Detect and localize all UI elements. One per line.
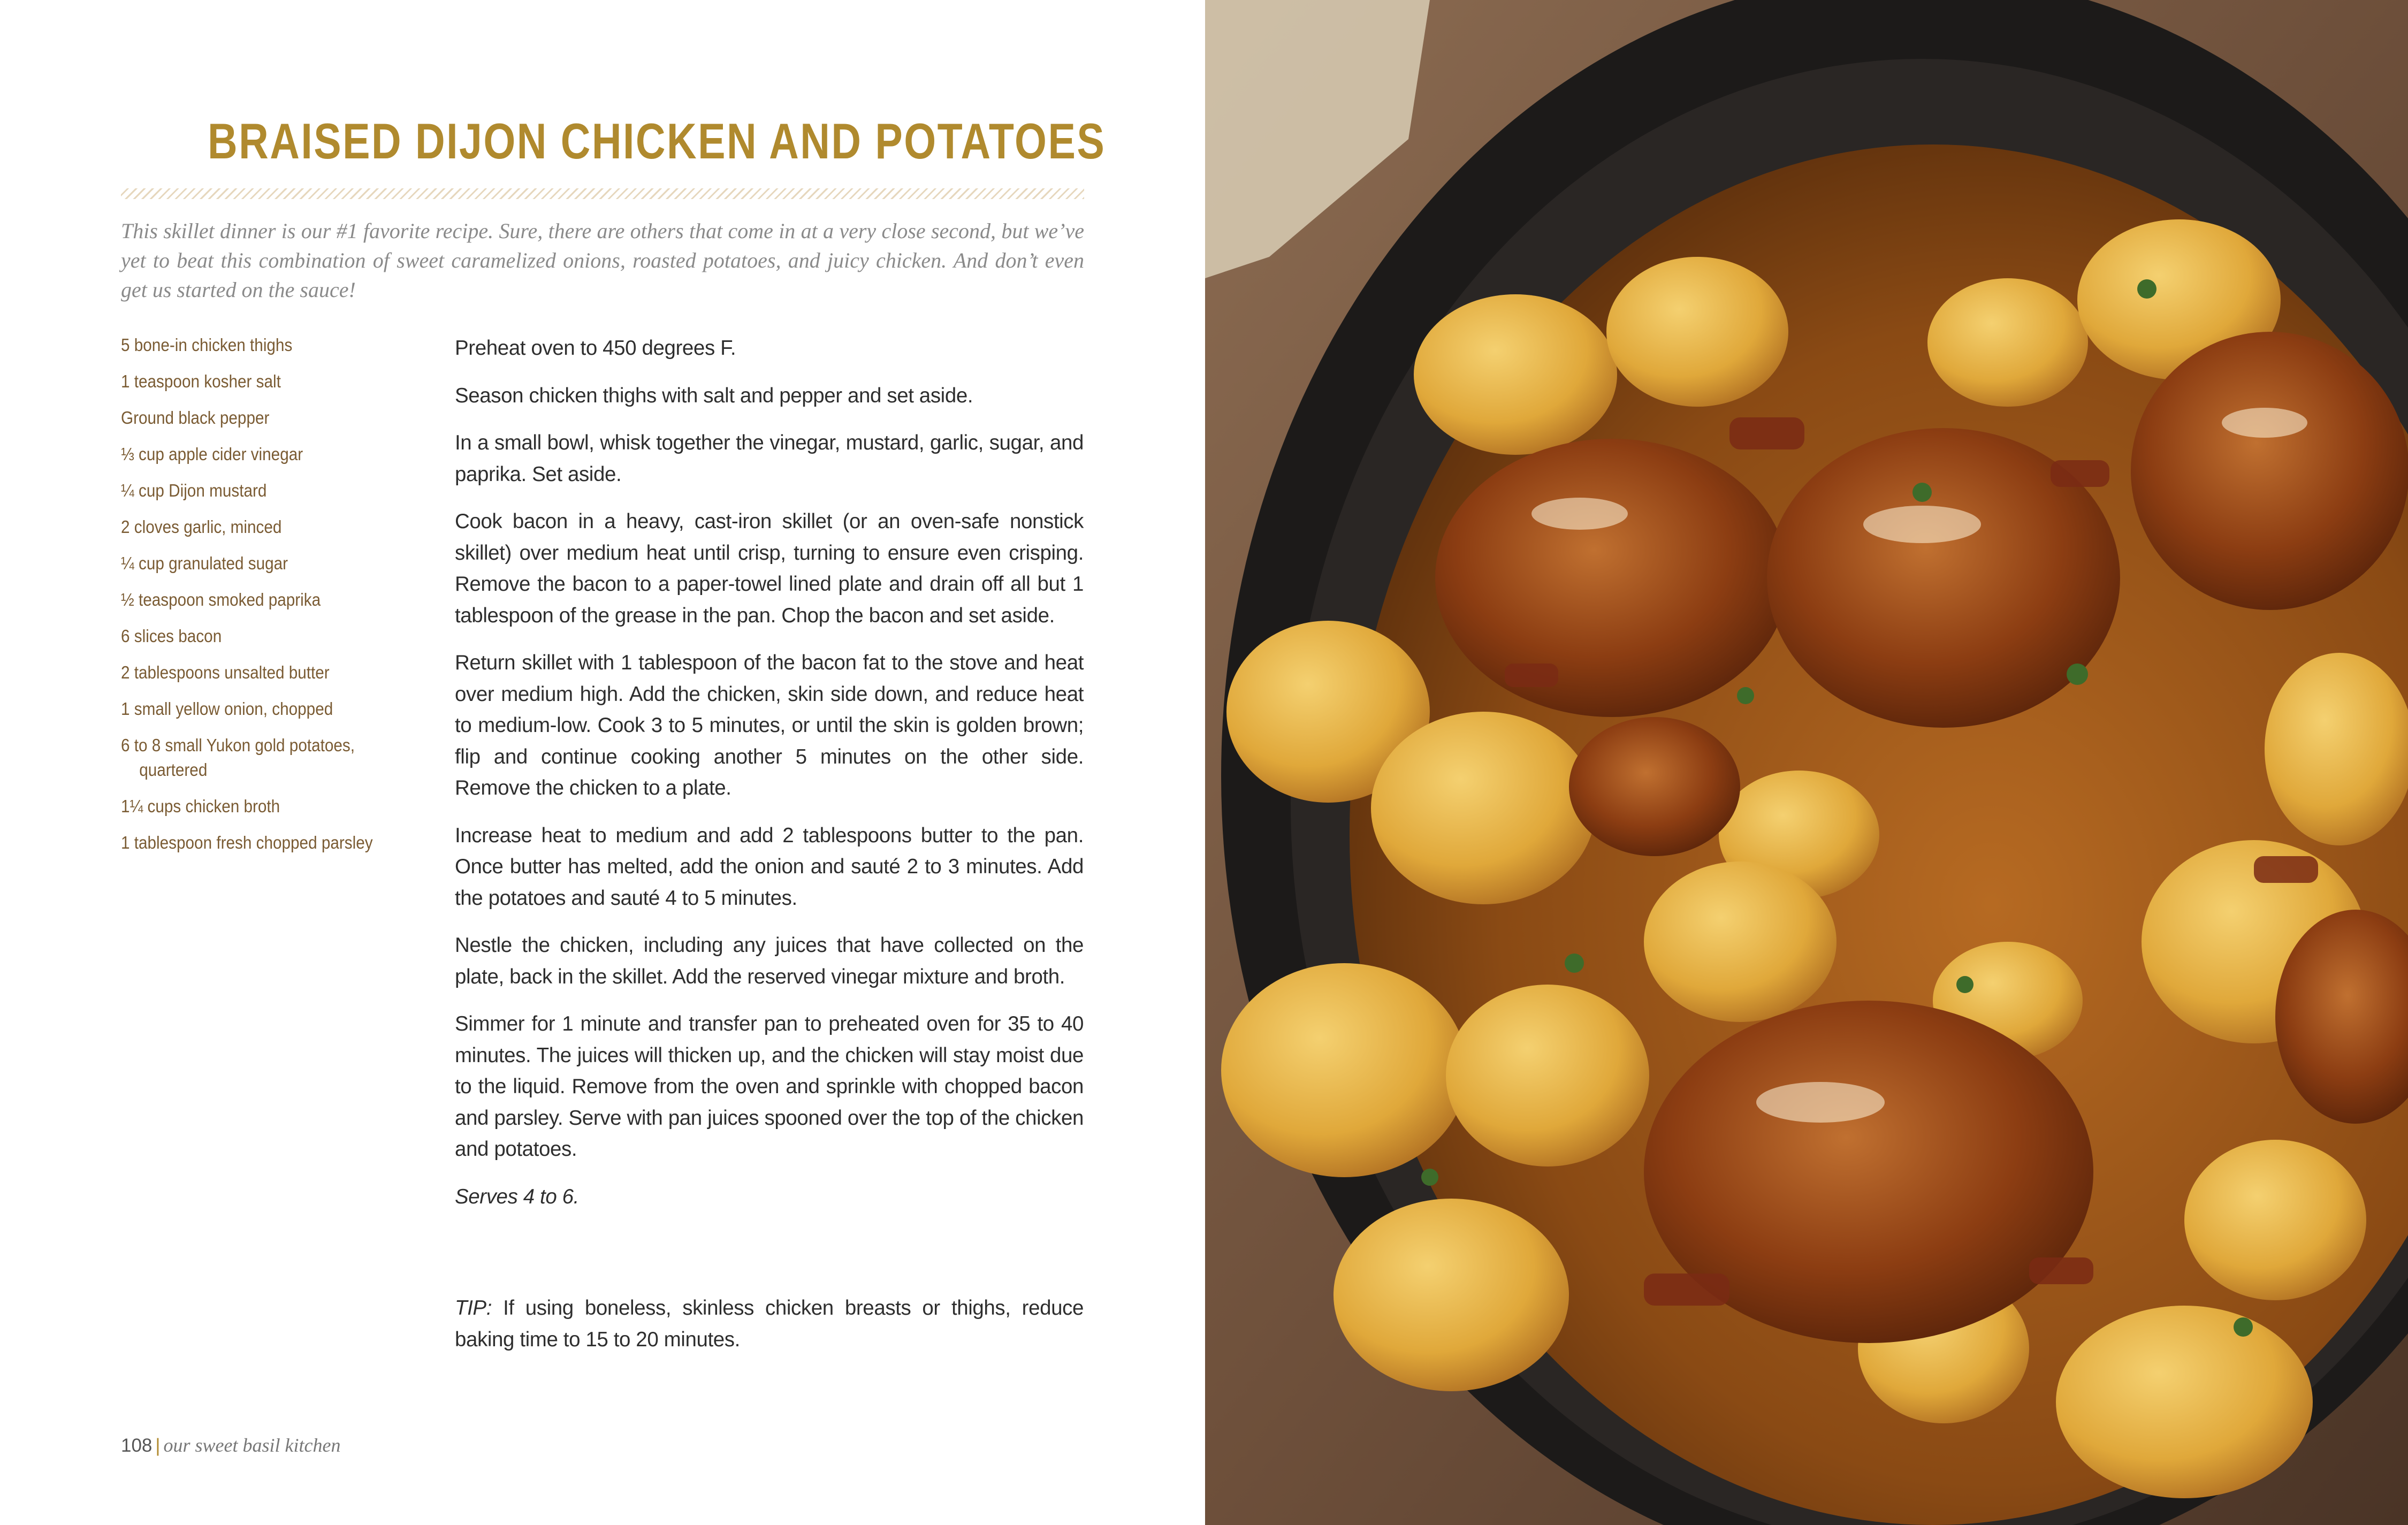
instruction-step: Cook bacon in a heavy, cast-iron skillet (or an oven-safe nonstick skillet) over medium heat until crisp, turning to ensure even crisping. Remove the bacon to a paper-towel lined plate and drain off all but 1 tablespoon of the grease in the pan. Chop the bacon and set aside.	[455, 510, 1084, 627]
ingredient-item	[121, 733, 420, 782]
instruction-step: Simmer for 1 minute and transfer pan to preheated oven for 35 to 40 minutes. The juices will thicken up, and the chicken will stay moist due to the liquid. Remove from the oven and sprinkle with chopped bacon and parsley. Serve with pan juices spooned over the top of the chicken and potatoes.	[455, 1012, 1084, 1161]
ingredient-item: 1 tablespoon fresh chopped parsley	[121, 833, 373, 852]
tip-note	[455, 1293, 1084, 1355]
title-divider	[121, 188, 1084, 199]
ingredient-item: Ground black pepper	[121, 408, 270, 428]
instruction-step: Season chicken thighs with salt and pepper and set aside.	[455, 384, 973, 407]
ingredient-list	[121, 333, 453, 867]
instruction-step: Return skillet with 1 tablespoon of the bacon fat to the stove and heat over medium high. Add the chicken, skin side down, and reduce heat to medium-low. Cook 3 to 5 minutes, or until the skin is golden brown; flip and continue cooking another 5 minutes on the other side. Remove the chicken to a plate.	[455, 651, 1084, 799]
instruction-step: Preheat oven to 450 degrees F.	[455, 337, 736, 360]
tip-text: If using boneless, skinless chicken breasts or thighs, reduce baking time to 15 to 20 minutes.	[455, 1297, 1084, 1351]
skillet-image	[1205, 0, 2408, 1525]
ingredient-item: 6 slices bacon	[121, 626, 222, 646]
ingredient-line-continued: quartered	[139, 760, 208, 780]
ingredient-item: ½ teaspoon smoked paprika	[121, 590, 321, 609]
instruction-step: Nestle the chicken, including any juices that have collected on the plate, back in the skillet. Add the reserved vinegar mixture and broth.	[455, 934, 1084, 988]
instruction-step: In a small bowl, whisk together the vinegar, mustard, garlic, sugar, and paprika. Set aside.	[455, 431, 1084, 486]
ingredient-item: ⅓ cup apple cider vinegar	[121, 444, 303, 464]
page-number: 108	[121, 1435, 153, 1456]
ingredient-item: ¼ cup Dijon mustard	[121, 481, 267, 500]
footer-separator: |	[155, 1435, 161, 1456]
recipe-title: BRAISED DIJON CHICKEN AND POTATOES	[208, 113, 1106, 169]
ingredient-item: 2 tablespoons unsalted butter	[121, 662, 330, 682]
ingredient-item: 1¼ cups chicken broth	[121, 796, 280, 816]
ingredient-item: 2 cloves garlic, minced	[121, 517, 282, 537]
ingredient-item: 1 small yellow onion, chopped	[121, 699, 333, 719]
recipe-intro: This skillet dinner is our #1 favorite recipe. Sure, there are others that come in at a very close second, but we’ve yet to beat this combination of sweet caramelized onions, roasted potatoes, and juicy chicken. And don’t even get us started on the sauce!	[121, 219, 1084, 302]
book-title: our sweet basil kitchen	[163, 1435, 341, 1456]
ingredient-line: 6 to 8 small Yukon gold potatoes,	[121, 735, 355, 755]
ingredient-item: 5 bone-in chicken thighs	[121, 335, 293, 355]
page-footer	[121, 1434, 340, 1457]
tip-label: TIP:	[455, 1297, 492, 1320]
ingredient-item: 1 teaspoon kosher salt	[121, 371, 281, 391]
ingredient-item: ¼ cup granulated sugar	[121, 553, 288, 573]
dish-photo	[1205, 0, 2408, 1525]
serves-note: Serves 4 to 6.	[455, 1185, 579, 1208]
instruction-step: Increase heat to medium and add 2 tablespoons butter to the pan. Once butter has melted, add the onion and sauté 2 to 3 minutes. Add the potatoes and sauté 4 to 5 minutes.	[455, 824, 1084, 910]
instructions	[455, 333, 1084, 1371]
